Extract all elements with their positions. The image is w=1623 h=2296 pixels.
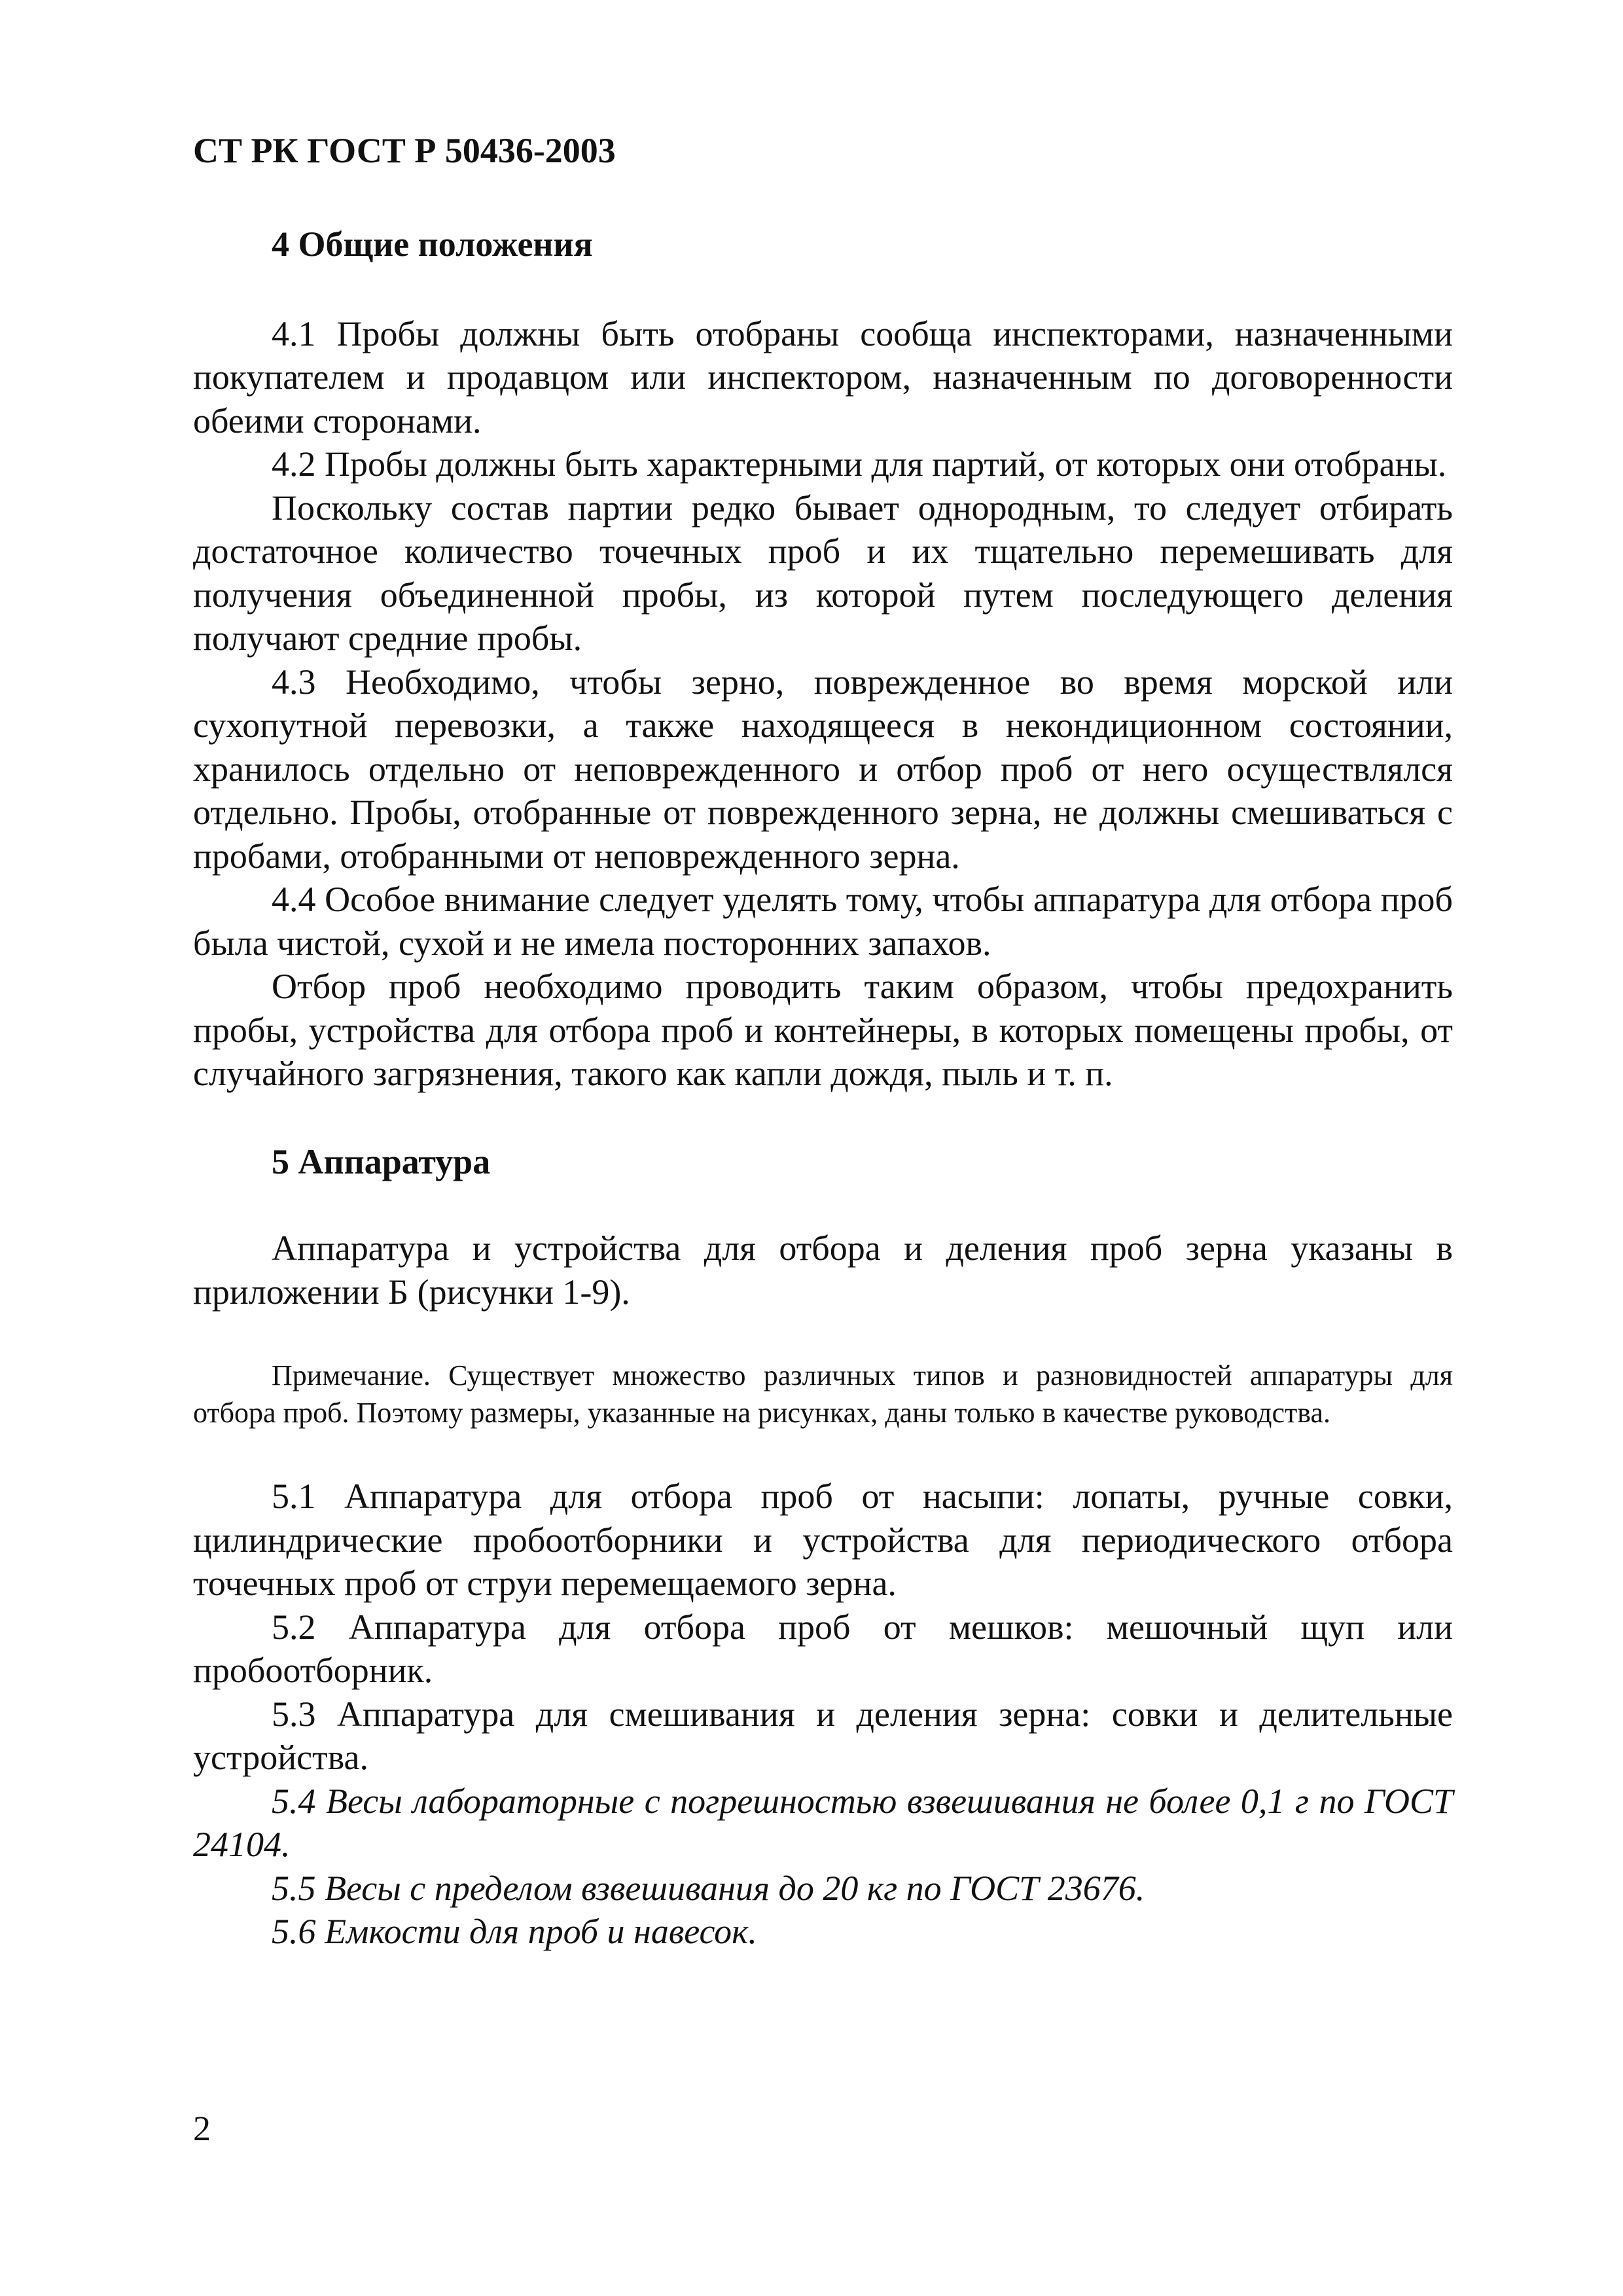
section-5-intro: Аппаратура и устройства для отбора и деления проб зерна указаны в приложении Б (рисунки 1-9). — [193, 1229, 1453, 1312]
section-5-note: Примечание. Существует множество различных типов и разновидностей аппаратуры для отбора проб. Поэтому размеры, указанные на рисунках, даны только в качестве руководства. — [193, 1359, 1453, 1429]
section-4-heading: 4 Общие положения — [272, 224, 593, 264]
section-5-heading: 5 Аппаратура — [272, 1141, 491, 1181]
paragraph-5-3: 5.3 Аппаратура для смешивания и деления зерна: совки и делительные устройства. — [193, 1694, 1453, 1777]
page-number: 2 — [193, 2109, 211, 2148]
paragraph-5-2: 5.2 Аппаратура для отбора проб от мешков: мешочный щуп или пробоотборник. — [193, 1607, 1453, 1690]
paragraph-4-4: 4.4 Особое внимание следует уделять тому, чтобы аппаратура для отбора проб была чистой, сухой и не имела посторонних запахов. — [193, 880, 1453, 963]
paragraph-5-1: 5.1 Аппаратура для отбора проб от насыпи: лопаты, ручные совки, цилиндрические пробоотборники и устройства для периодического отбора точечных проб от струи перемещаемого зерна. — [193, 1477, 1453, 1603]
paragraph-4-4-continued: Отбор проб необходимо проводить таким образом, чтобы предохранить пробы, устройства для отбора проб и контейнеры, в которых помещены пробы, от случайного загрязнения, такого как капли дождя, пыль и т. п. — [193, 967, 1453, 1093]
paragraph-4-1: 4.1 Пробы должны быть отобраны сообща инспекторами, назначенными покупателем и продавцом или инспектором, назначенным по договоренности обеими сторонами. — [193, 314, 1453, 440]
page-content — [193, 223, 1453, 1954]
paragraph-4-3: 4.3 Необходимо, чтобы зерно, поврежденное во время морской или сухопутной перевозки, а также находящееся в некондиционном состоянии, хранилось отдельно от неповрежденного и отбор проб от него осуществлялся отдельно. Пробы, отобранные от поврежденного зерна, не должны смешиваться с пробами, отобранными от неповрежденного зерна. — [193, 662, 1453, 876]
paragraph-4-2: 4.2 Пробы должны быть характерными для партий, от которых они отобраны. — [272, 444, 1447, 484]
paragraph-5-6: 5.6 Емкости для проб и навесок. — [272, 1912, 757, 1951]
document-code-header: СТ РК ГОСТ Р 50436-2003 — [193, 131, 616, 170]
paragraph-4-2-continued: Поскольку состав партии редко бывает однородным, то следует отбирать достаточное количество точечных проб и их тщательно перемешивать для получения объединенной пробы, из которой путем последующего деления получают средние пробы. — [193, 488, 1453, 658]
paragraph-5-4: 5.4 Весы лабораторные с погрешностью взвешивания не более 0,1 г по ГОСТ 24104. — [193, 1781, 1453, 1864]
paragraph-5-5: 5.5 Весы с пределом взвешивания до 20 кг по ГОСТ 23676. — [272, 1868, 1145, 1908]
